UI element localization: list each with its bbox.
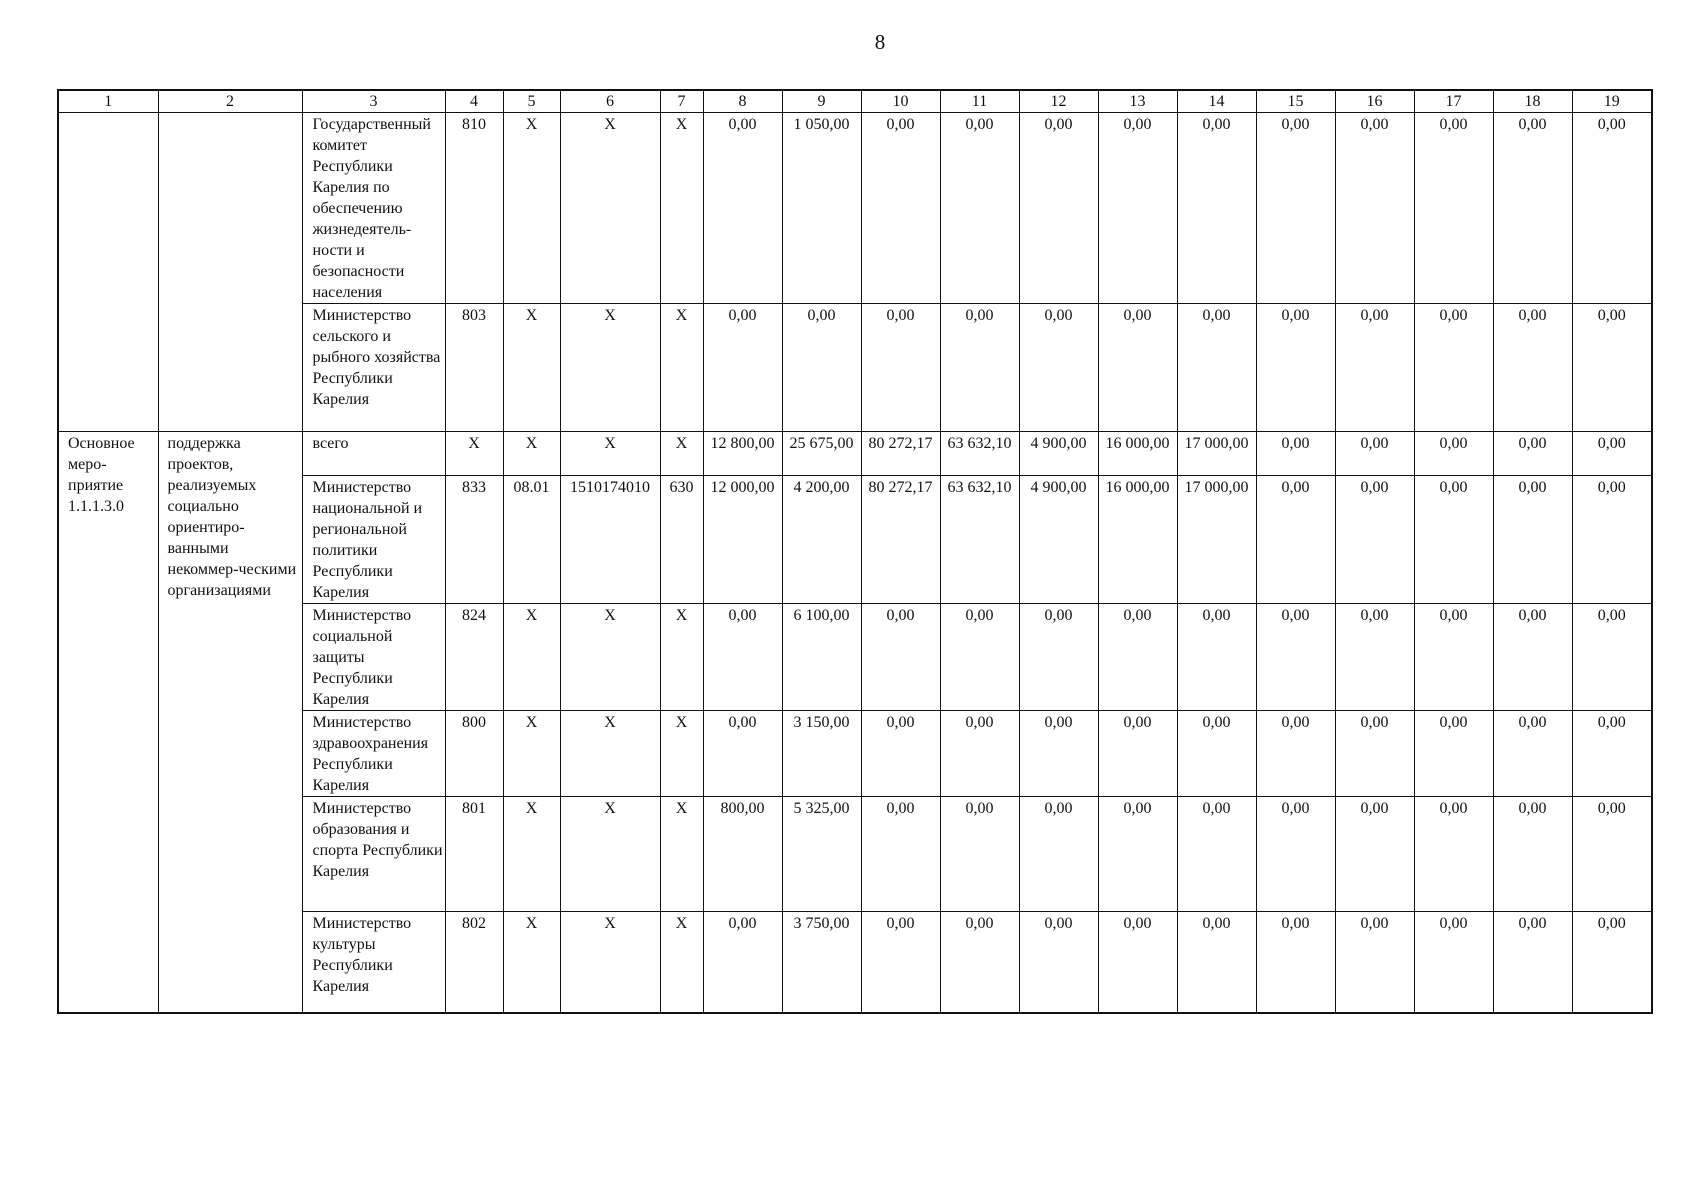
data-cell: X <box>560 797 660 912</box>
data-cell: 3 750,00 <box>782 912 861 1013</box>
data-cell: 0,00 <box>1019 711 1098 797</box>
data-cell: 0,00 <box>1572 912 1652 1013</box>
data-cell: X <box>503 912 560 1013</box>
data-cell: 0,00 <box>1177 912 1256 1013</box>
executor-name: всего <box>302 432 445 476</box>
data-cell: 0,00 <box>1414 113 1493 304</box>
data-cell: 0,00 <box>1414 304 1493 432</box>
data-cell: 0,00 <box>1098 113 1177 304</box>
data-cell: 16 000,00 <box>1098 432 1177 476</box>
data-cell: X <box>503 797 560 912</box>
header-cell: 19 <box>1572 90 1652 113</box>
executor-name: Государственный комитет Республики Карелия по обеспечению жизнедеятель-ности и безопасности населения <box>302 113 445 304</box>
data-cell: 0,00 <box>1256 797 1335 912</box>
executor-name: Министерство сельского и рыбного хозяйства Республики Карелия <box>302 304 445 432</box>
data-cell: X <box>560 432 660 476</box>
data-cell: 0,00 <box>1177 604 1256 711</box>
header-cell: 6 <box>560 90 660 113</box>
data-cell: 0,00 <box>1019 113 1098 304</box>
data-cell: 803 <box>445 304 503 432</box>
data-cell: 0,00 <box>1019 304 1098 432</box>
header-cell: 18 <box>1493 90 1572 113</box>
header-cell: 12 <box>1019 90 1098 113</box>
data-cell: 17 000,00 <box>1177 432 1256 476</box>
data-cell: 0,00 <box>1335 604 1414 711</box>
data-cell: 0,00 <box>861 711 940 797</box>
data-cell: 0,00 <box>1493 476 1572 604</box>
data-cell: X <box>560 912 660 1013</box>
data-cell: 0,00 <box>1177 711 1256 797</box>
data-cell: 0,00 <box>1098 797 1177 912</box>
data-cell: 4 200,00 <box>782 476 861 604</box>
header-cell: 16 <box>1335 90 1414 113</box>
data-cell: 0,00 <box>1019 604 1098 711</box>
header-cell: 5 <box>503 90 560 113</box>
data-cell: 80 272,17 <box>861 476 940 604</box>
data-cell: X <box>660 912 703 1013</box>
header-cell: 15 <box>1256 90 1335 113</box>
data-cell: 1510174010 <box>560 476 660 604</box>
data-cell: 0,00 <box>1177 304 1256 432</box>
data-cell: 17 000,00 <box>1177 476 1256 604</box>
data-cell: 0,00 <box>1335 797 1414 912</box>
data-cell: 0,00 <box>703 604 782 711</box>
data-cell: 0,00 <box>782 304 861 432</box>
data-cell: 0,00 <box>1098 711 1177 797</box>
data-cell: 0,00 <box>1256 113 1335 304</box>
header-cell: 8 <box>703 90 782 113</box>
data-cell: 0,00 <box>861 797 940 912</box>
header-cell: 14 <box>1177 90 1256 113</box>
data-cell: X <box>660 113 703 304</box>
data-cell: 0,00 <box>1256 304 1335 432</box>
data-cell: 0,00 <box>1493 711 1572 797</box>
header-cell: 10 <box>861 90 940 113</box>
executor-name: Министерство социальной защиты Республики Карелия <box>302 604 445 711</box>
data-cell: 0,00 <box>1572 432 1652 476</box>
executor-name: Министерство здравоохранения Республики Карелия <box>302 711 445 797</box>
table-row <box>58 113 1652 304</box>
data-cell: 0,00 <box>1019 797 1098 912</box>
data-cell: 0,00 <box>1493 432 1572 476</box>
data-cell: 0,00 <box>1414 432 1493 476</box>
data-cell: 0,00 <box>1572 304 1652 432</box>
data-cell: 0,00 <box>1572 476 1652 604</box>
data-cell: X <box>503 113 560 304</box>
data-cell: 802 <box>445 912 503 1013</box>
data-cell: 0,00 <box>1098 304 1177 432</box>
data-cell: 6 100,00 <box>782 604 861 711</box>
data-cell: 801 <box>445 797 503 912</box>
data-cell: 0,00 <box>940 797 1019 912</box>
page-number: 8 <box>874 30 886 54</box>
data-cell: 0,00 <box>940 113 1019 304</box>
data-cell: 0,00 <box>1177 113 1256 304</box>
empty-cell <box>58 113 158 432</box>
data-cell: 3 150,00 <box>782 711 861 797</box>
data-cell: 4 900,00 <box>1019 432 1098 476</box>
data-cell: 0,00 <box>1335 432 1414 476</box>
data-cell: 0,00 <box>940 711 1019 797</box>
data-cell: 630 <box>660 476 703 604</box>
data-cell: 0,00 <box>1493 304 1572 432</box>
data-cell: 0,00 <box>940 304 1019 432</box>
data-cell: 80 272,17 <box>861 432 940 476</box>
budget-table <box>57 89 1653 1014</box>
data-cell: 0,00 <box>1572 113 1652 304</box>
data-cell: 16 000,00 <box>1098 476 1177 604</box>
data-cell: 810 <box>445 113 503 304</box>
data-cell: X <box>560 604 660 711</box>
data-cell: 800,00 <box>703 797 782 912</box>
data-cell: X <box>660 304 703 432</box>
data-cell: 824 <box>445 604 503 711</box>
measure-description: поддержка проектов, реализуемых социально ориентиро-ванными некоммер-ческими организациями <box>158 432 302 1013</box>
data-cell: 63 632,10 <box>940 432 1019 476</box>
data-cell: 0,00 <box>1256 476 1335 604</box>
data-cell: 0,00 <box>940 912 1019 1013</box>
header-cell: 9 <box>782 90 861 113</box>
data-cell: 0,00 <box>1256 604 1335 711</box>
executor-name: Министерство образования и спорта Республики Карелия <box>302 797 445 912</box>
data-cell: 0,00 <box>1335 113 1414 304</box>
header-cell: 17 <box>1414 90 1493 113</box>
data-cell: X <box>660 604 703 711</box>
data-cell: 0,00 <box>861 113 940 304</box>
data-cell: 0,00 <box>1335 304 1414 432</box>
data-cell: 25 675,00 <box>782 432 861 476</box>
data-cell: 0,00 <box>1098 912 1177 1013</box>
empty-cell <box>158 113 302 432</box>
data-cell: 0,00 <box>1256 432 1335 476</box>
header-cell: 13 <box>1098 90 1177 113</box>
data-cell: 0,00 <box>861 604 940 711</box>
data-cell: X <box>660 711 703 797</box>
data-cell: 0,00 <box>1256 912 1335 1013</box>
data-cell: 0,00 <box>1493 797 1572 912</box>
data-cell: 0,00 <box>1572 797 1652 912</box>
data-cell: 833 <box>445 476 503 604</box>
data-cell: 4 900,00 <box>1019 476 1098 604</box>
data-cell: 0,00 <box>1098 604 1177 711</box>
executor-name: Министерство культуры Республики Карелия <box>302 912 445 1013</box>
header-cell: 4 <box>445 90 503 113</box>
data-cell: X <box>560 113 660 304</box>
table-row <box>58 432 1652 476</box>
data-cell: 0,00 <box>1019 912 1098 1013</box>
data-cell: 0,00 <box>703 711 782 797</box>
data-cell: 1 050,00 <box>782 113 861 304</box>
header-cell: 2 <box>158 90 302 113</box>
data-cell: 0,00 <box>940 604 1019 711</box>
data-cell: 0,00 <box>1493 113 1572 304</box>
data-cell: 0,00 <box>1414 711 1493 797</box>
data-cell: 0,00 <box>1414 604 1493 711</box>
data-cell: 0,00 <box>1414 797 1493 912</box>
data-cell: X <box>503 711 560 797</box>
data-cell: X <box>503 604 560 711</box>
header-row <box>58 90 1652 113</box>
data-cell: X <box>445 432 503 476</box>
data-cell: 0,00 <box>703 113 782 304</box>
data-cell: 12 800,00 <box>703 432 782 476</box>
data-cell: 63 632,10 <box>940 476 1019 604</box>
data-cell: 0,00 <box>861 912 940 1013</box>
measure-code: Основное меро-приятие 1.1.1.3.0 <box>58 432 158 1013</box>
data-cell: 0,00 <box>1335 476 1414 604</box>
header-cell: 11 <box>940 90 1019 113</box>
data-cell: 0,00 <box>1335 912 1414 1013</box>
executor-name: Министерство национальной и региональной политики Республики Карелия <box>302 476 445 604</box>
data-cell: 0,00 <box>1256 711 1335 797</box>
data-cell: X <box>560 304 660 432</box>
data-cell: 0,00 <box>861 304 940 432</box>
data-cell: 800 <box>445 711 503 797</box>
data-cell: 0,00 <box>703 304 782 432</box>
data-cell: X <box>660 432 703 476</box>
data-cell: 5 325,00 <box>782 797 861 912</box>
data-cell: X <box>560 711 660 797</box>
data-cell: 0,00 <box>1335 711 1414 797</box>
data-cell: 0,00 <box>703 912 782 1013</box>
data-cell: 08.01 <box>503 476 560 604</box>
header-cell: 1 <box>58 90 158 113</box>
data-cell: 0,00 <box>1414 912 1493 1013</box>
data-cell: X <box>660 797 703 912</box>
data-cell: 0,00 <box>1177 797 1256 912</box>
header-cell: 7 <box>660 90 703 113</box>
data-cell: 0,00 <box>1493 912 1572 1013</box>
data-cell: 0,00 <box>1572 604 1652 711</box>
data-cell: X <box>503 432 560 476</box>
header-cell: 3 <box>302 90 445 113</box>
data-cell: 0,00 <box>1572 711 1652 797</box>
data-cell: 12 000,00 <box>703 476 782 604</box>
data-cell: 0,00 <box>1414 476 1493 604</box>
data-cell: 0,00 <box>1493 604 1572 711</box>
data-cell: X <box>503 304 560 432</box>
